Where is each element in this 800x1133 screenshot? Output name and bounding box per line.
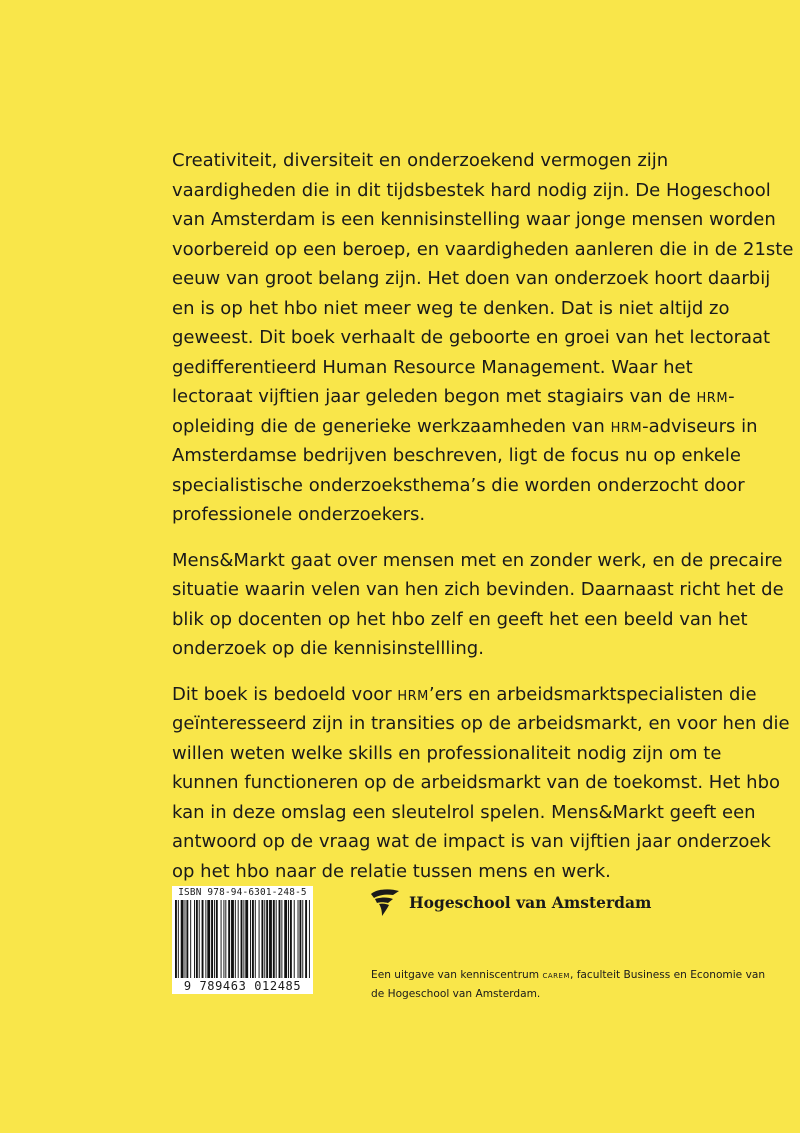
barcode-bar [216, 900, 218, 978]
colophon [371, 966, 791, 1004]
barcode-bar [245, 900, 248, 978]
barcode-bar [250, 900, 251, 978]
barcode-bar [252, 900, 254, 978]
barcode-bar [175, 900, 177, 978]
hva-logo-icon [369, 886, 401, 918]
barcode-bars [175, 900, 310, 978]
text-line: eeuw van groot belang zijn. Het doen van onderzoek hoort daarbij [172, 268, 771, 289]
paragraph-intro [172, 146, 794, 530]
publisher-logo [369, 884, 651, 920]
barcode-bar [190, 900, 191, 978]
barcode-bar [255, 900, 256, 978]
text-line: Creativiteit, diversiteit en onderzoekend vermogen zijn [172, 150, 669, 171]
barcode-bar [298, 900, 299, 978]
text-line: geweest. Dit boek verhaalt de geboorte en groei van het lectoraat [172, 327, 771, 348]
paragraph-audience [172, 680, 790, 887]
barcode-bar [194, 900, 195, 978]
barcode-bar [261, 900, 263, 978]
text-line: en is op het hbo niet meer weg te denken. Dat is niet altijd zo [172, 297, 730, 319]
barcode-bar [281, 900, 282, 978]
text-line: opleiding die de generieke werkzaamheden van hrm-adviseurs in [172, 415, 758, 437]
publisher-name: Hogeschool van Amsterdam [409, 892, 652, 912]
barcode-bar [309, 900, 310, 978]
barcode-bar [186, 900, 188, 978]
barcode-bar [241, 900, 243, 978]
barcode-bar [269, 900, 272, 978]
text-line: lectoraat vijftien jaar geleden begon met stagiairs van de hrm- [172, 386, 735, 407]
barcode-bar [181, 900, 184, 978]
text-line: antwoord op de vraag wat de impact is van vijftien jaar onderzoek [172, 831, 771, 852]
barcode-bar [211, 900, 213, 978]
barcode-bar [205, 900, 206, 978]
text-line: situatie waarin velen van hen zich bevinden. Daarnaast richt het de [172, 579, 784, 600]
text-line: willen weten welke skills en professionaliteit nodig zijn om te [172, 742, 722, 764]
abbreviation: hrm [610, 415, 643, 437]
text-line: vaardigheden die in dit tijdsbestek hard nodig zijn. De Hogeschool [172, 179, 771, 201]
barcode-bar [290, 900, 292, 978]
barcode-bar [299, 900, 301, 978]
barcode-bar [231, 900, 234, 978]
colophon-line: de Hogeschool van Amsterdam. [371, 988, 541, 1000]
text-line: kunnen functioneren op de arbeidsmarkt van de toekomst. Het hbo [172, 772, 781, 793]
barcode-bar [199, 900, 200, 978]
isbn-label: ISBN 978-94-6301-248-5 [178, 887, 307, 898]
barcode-bar [294, 900, 295, 978]
barcode-bar [178, 900, 179, 978]
barcode-bar [243, 900, 244, 978]
text-line: Dit boek is bedoeld voor hrm’ers en arbeidsmarktspecialisten die [172, 683, 757, 705]
text-line: voorbereid op een beroep, en vaardigheden aanleren die in de 21ste [172, 238, 794, 260]
barcode-bar [228, 900, 230, 978]
text-line: van Amsterdam is een kennisinstelling waar jonge mensen worden [172, 209, 776, 230]
barcode-bar [214, 900, 215, 978]
barcode-bar [221, 900, 222, 978]
barcode-bar [305, 900, 307, 978]
barcode-bar [288, 900, 289, 978]
text-line: professionele onderzoekers. [172, 504, 426, 525]
barcode-bar [266, 900, 268, 978]
barcode-bar [259, 900, 260, 978]
ean-digits: 9 789463 012485 [183, 979, 302, 993]
barcode-bar [207, 900, 210, 978]
text-line: gedifferentieerd Human Resource Management. Waar het [172, 356, 693, 378]
barcode-bar [196, 900, 198, 978]
text-line: Amsterdamse bedrijven beschreven, ligt de focus nu op enkele [172, 445, 741, 466]
barcode-bar [284, 900, 287, 978]
barcode-bar [185, 900, 186, 978]
barcode-bar [235, 900, 236, 978]
barcode-bar [276, 900, 277, 978]
barcode-bar [273, 900, 275, 978]
paragraph-mens-markt [172, 546, 784, 664]
barcode-bar [264, 900, 265, 978]
text-line: geïnteresseerd zijn in transities op de arbeidsmarkt, en voor hen die [172, 713, 790, 734]
text-line: specialistische onderzoeksthema’s die worden onderzocht door [172, 474, 745, 496]
abbreviation: carem [542, 969, 570, 981]
abbreviation: hrm [397, 683, 429, 705]
back-cover-text [172, 146, 794, 902]
colophon-line: Een uitgave van kenniscentrum carem, faculteit Business en Economie van [371, 969, 766, 981]
isbn-barcode [172, 886, 313, 994]
text-line: kan in deze omslag een sleutelrol spelen. Mens&Markt geeft een [172, 801, 756, 823]
barcode-bar [223, 900, 224, 978]
text-line: op het hbo naar de relatie tussen mens en werk. [172, 860, 611, 882]
text-line: onderzoek op die kennisinstellling. [172, 638, 484, 659]
text-line: blik op docenten op het hbo zelf en geeft het een beeld van het [172, 608, 748, 630]
barcode-bar [202, 900, 204, 978]
barcode-bar [238, 900, 239, 978]
barcode-bar [302, 900, 303, 978]
barcode-bar [225, 900, 226, 978]
barcode-bar [279, 900, 281, 978]
abbreviation: hrm [696, 386, 729, 407]
text-line: Mens&Markt gaat over mensen met en zonder werk, en de precaire [172, 549, 783, 571]
